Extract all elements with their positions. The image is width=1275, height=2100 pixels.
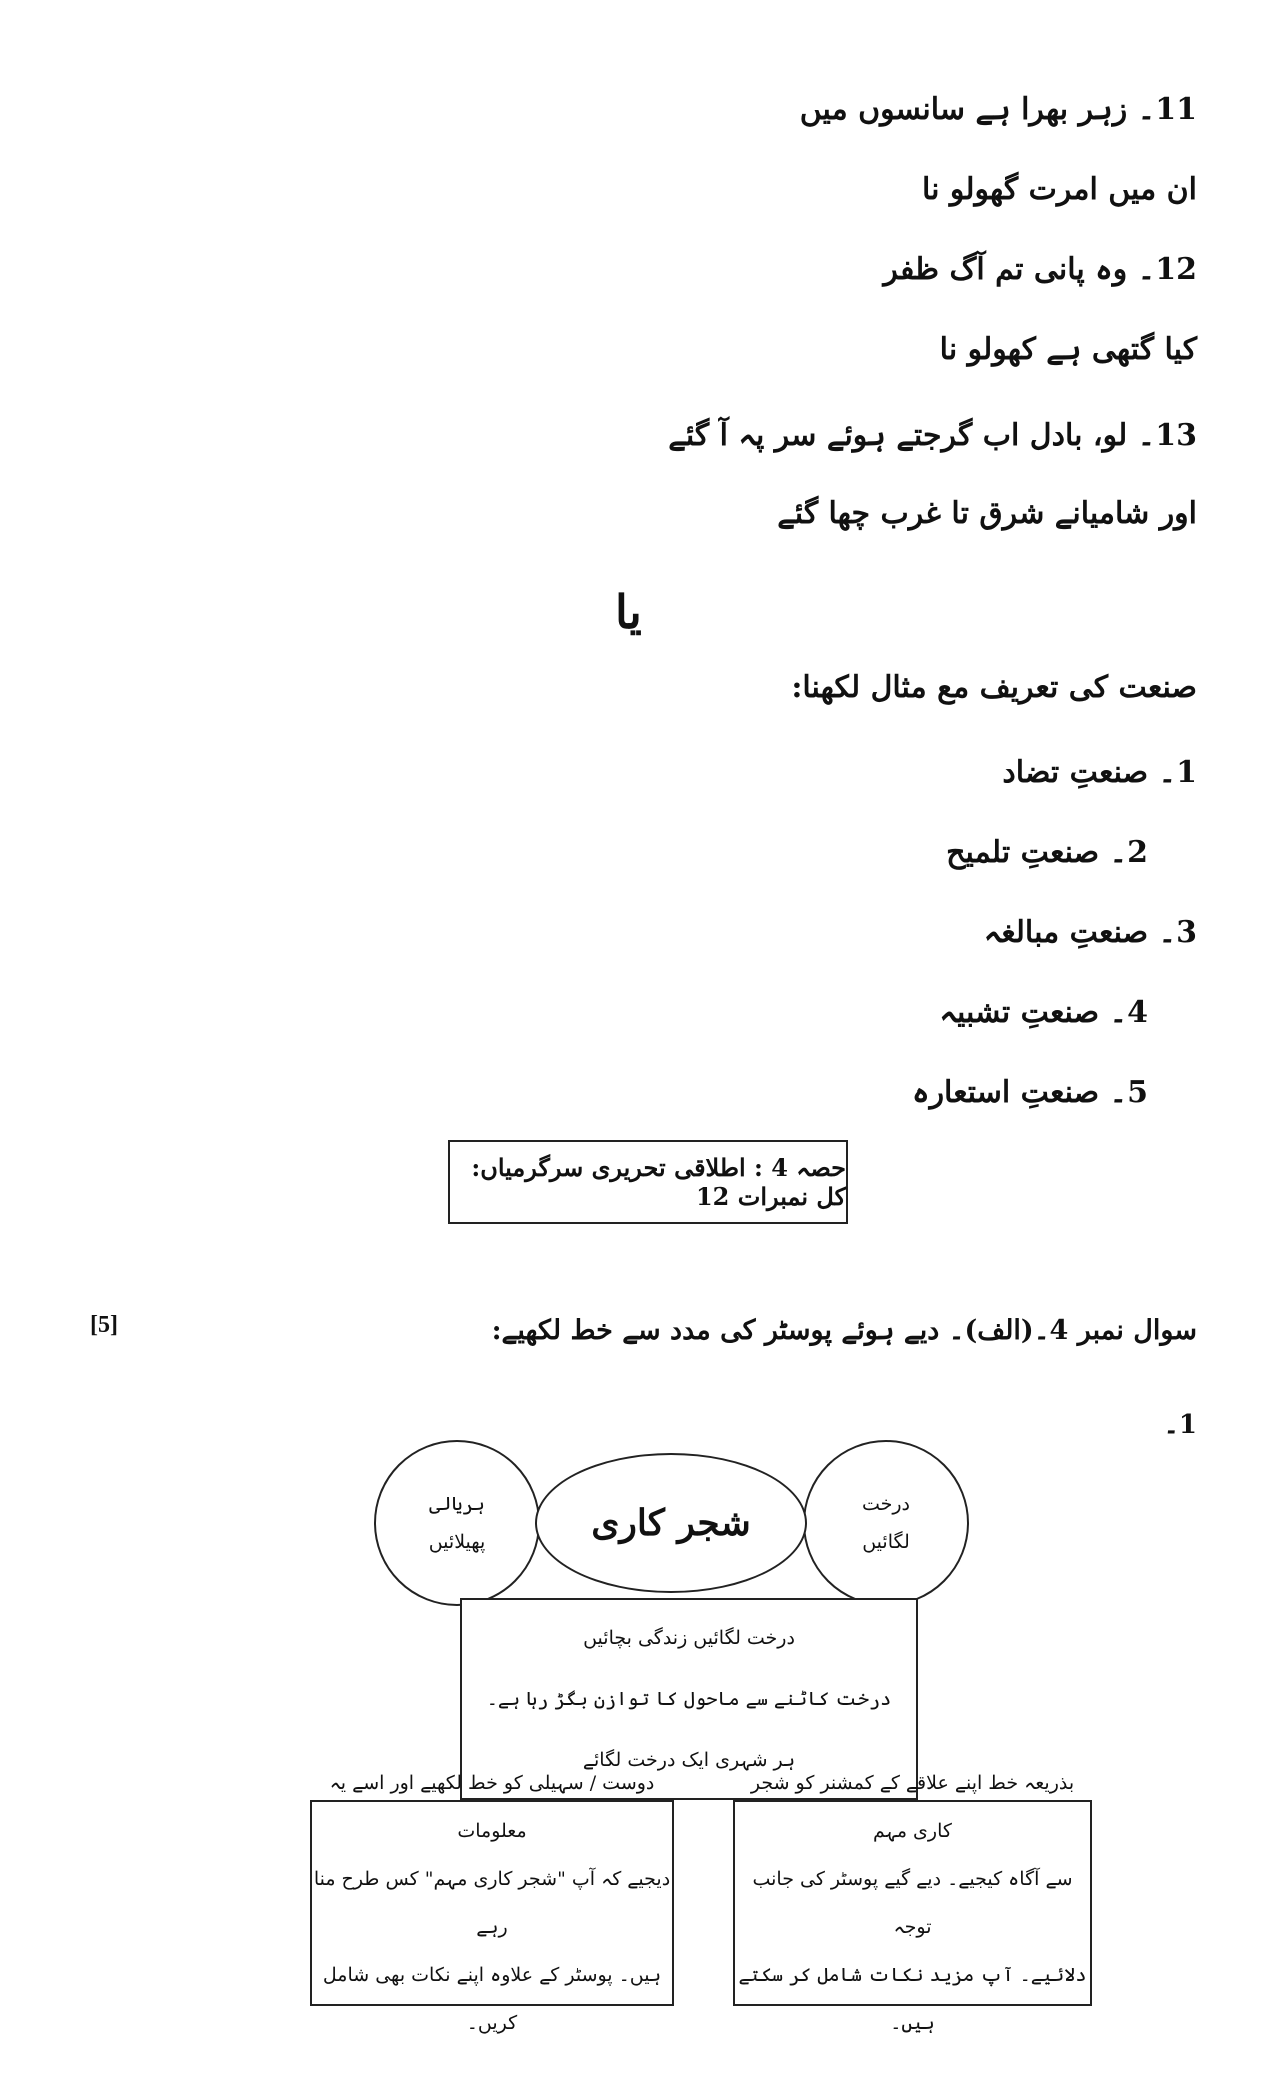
figure-item-5: 5۔ صنعتِ استعارہ	[911, 1075, 1148, 1110]
poem-line-1: 11۔ زہر بھرا ہے سانسوں میں	[799, 92, 1197, 127]
right-circle-line-1: درخت	[861, 1493, 911, 1515]
left-box-line-3: ہیں۔ پوسٹر کے علاوہ اپنے نکات بھی شامل کریں۔	[322, 1964, 662, 2034]
left-box-line-1: دوست / سہیلی کو خط لکھیے اور اسے یہ معلومات	[329, 1772, 655, 1842]
right-box-line-2: سے آگاہ کیجیے۔ دیے گیے پوسٹر کی جانب توجہ	[752, 1868, 1073, 1938]
section-box: حصہ 4 : اطلاقی تحریری سرگرمیاں: کل نمبرات 12	[448, 1140, 848, 1224]
right-circle	[803, 1440, 969, 1606]
figure-item-1: 1۔ صنعتِ تضاد	[1002, 755, 1197, 790]
center-box-line-2: درخت کاٹنے سے ماحول کا توازن بگڑ رہا ہے۔	[486, 1687, 892, 1710]
figure-item-2: 2۔ صنعتِ تلمیح	[946, 835, 1148, 870]
poem-line-6: اور شامیانے شرق تا غرب چھا گئے	[777, 496, 1197, 531]
poem-line-5: 13۔ لو، بادل اب گرجتے ہوئے سر پہ آ گئے	[668, 418, 1197, 453]
poster-title: شجر کاری	[535, 1453, 807, 1593]
poem-line-2: ان میں امرت گھولو نا	[921, 172, 1197, 207]
left-task-box	[310, 1772, 674, 2034]
figure-item-3: 3۔ صنعتِ مبالغہ	[983, 915, 1197, 950]
marks: [5]	[90, 1312, 118, 1338]
left-circle	[374, 1440, 540, 1606]
or-divider: یا	[615, 585, 642, 639]
figures-heading: صنعت کی تعریف مع مثال لکھنا:	[791, 670, 1197, 705]
figure-item-4: 4۔ صنعتِ تشبیہ	[939, 995, 1148, 1030]
poem-line-4: کیا گتھی ہے کھولو نا	[939, 332, 1197, 367]
left-box-line-2: دیجیے کہ آپ "شجر کاری مہم" کس طرح منا رہے	[313, 1868, 671, 1938]
center-box-line-3: ہر شہری ایک درخت لگائے	[582, 1748, 796, 1771]
left-circle-line-1: ہریالی	[429, 1493, 485, 1515]
left-circle-line-2: پھیلائیں	[428, 1531, 486, 1553]
center-box-line-1: درخت لگائیں زندگی بچائیں	[583, 1627, 795, 1650]
item-number: 1۔	[1163, 1410, 1197, 1440]
right-circle-line-2: لگائیں	[862, 1531, 910, 1553]
poem-line-3: 12۔ وہ پانی تم آگ ظفر	[883, 252, 1197, 287]
right-box-line-3: دلائیے۔ آپ مزید نکات شامل کر سکتے ہیں۔	[738, 1964, 1087, 2034]
right-task-box	[733, 1772, 1092, 2034]
question-text: سوال نمبر 4۔(الف)۔ دیے ہوئے پوسٹر کی مدد سے خط لکھیے:	[491, 1315, 1197, 1346]
right-box-line-1: بذریعہ خط اپنے علاقے کے کمشنر کو شجر کاری مہم	[750, 1772, 1075, 1842]
